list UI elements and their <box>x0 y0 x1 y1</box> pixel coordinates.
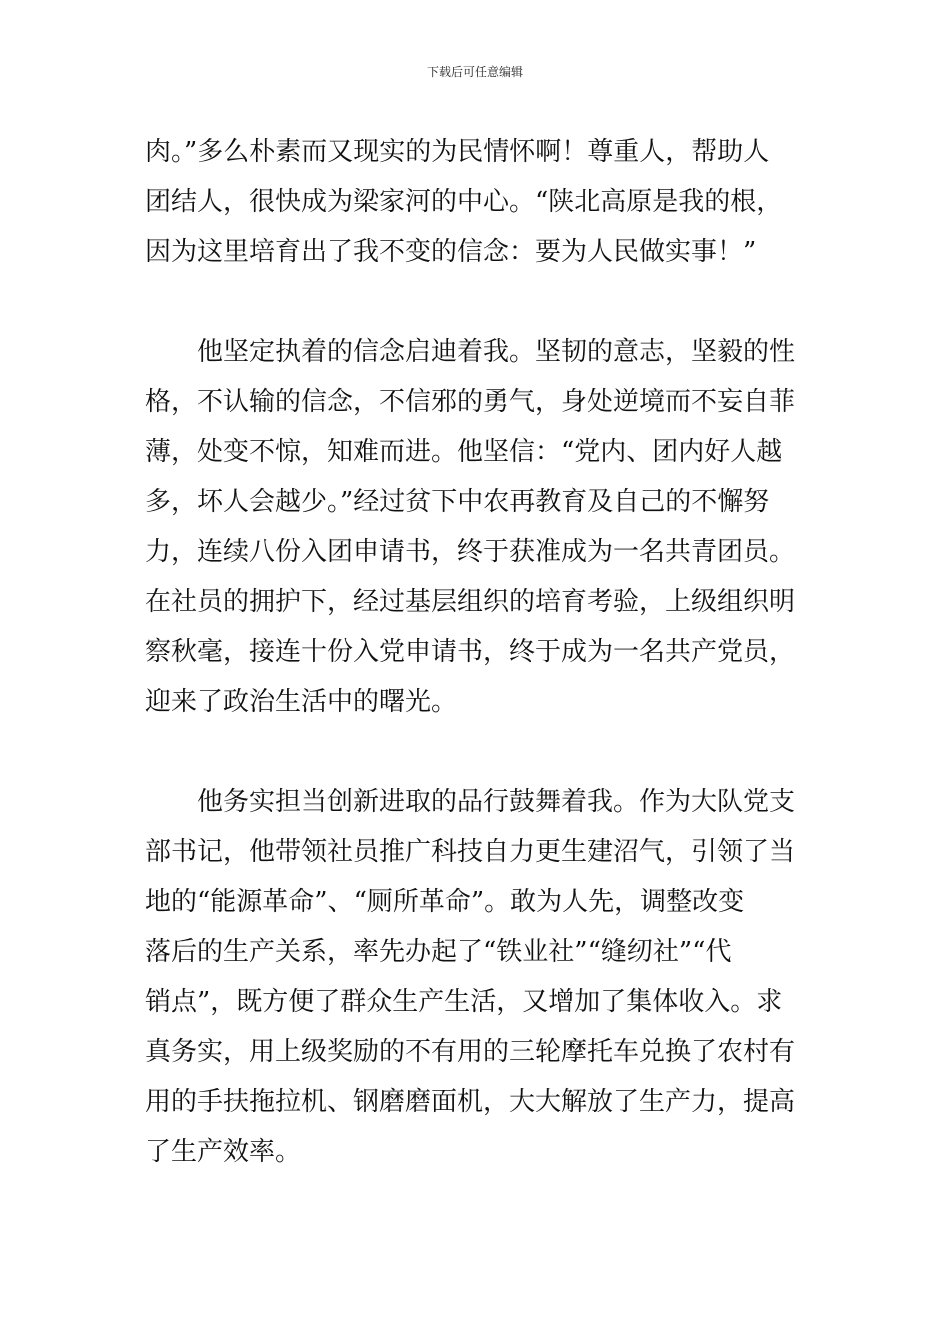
text-line: 部书记，他带领社员推广科技自力更生建沼气，引领了当 <box>145 837 796 867</box>
paragraph-1 <box>145 127 817 277</box>
paragraph-gap <box>145 727 817 777</box>
text-line: 地的“能源革命”、“厕所革命”。敢为人先，调整改变 <box>145 887 745 917</box>
text-line: 他坚定执着的信念启迪着我。坚韧的意志，坚毅的性 <box>197 337 796 367</box>
text-line: 察秋毫，接连十份入党申请书，终于成为一名共产党员， <box>145 637 796 667</box>
paragraph-2 <box>145 327 817 727</box>
text-line: 他务实担当创新进取的品行鼓舞着我。作为大队党支 <box>197 787 796 817</box>
text-line: 格，不认输的信念，不信邪的勇气，身处逆境而不妄自菲 <box>145 387 796 417</box>
text-line: 落后的生产关系，率先办起了“铁业社”“缝纫社”“代 <box>145 937 732 967</box>
paragraph-3 <box>145 777 817 1177</box>
text-line: 因为这里培育出了我不变的信念：要为人民做实事！” <box>145 237 757 267</box>
paragraph-gap <box>145 277 817 327</box>
text-line: 肉。”多么朴素而又现实的为民情怀啊！尊重人，帮助人 <box>145 137 770 167</box>
text-line: 真务实，用上级奖励的不有用的三轮摩托车兑换了农村有 <box>145 1037 796 1067</box>
document-body <box>145 127 817 1177</box>
text-line: 团结人，很快成为梁家河的中心。“陕北高原是我的根， <box>145 187 783 217</box>
text-line: 多，坏人会越少。”经过贫下中农再教育及自己的不懈努 <box>145 487 770 517</box>
text-line: 了生产效率。 <box>145 1137 302 1167</box>
text-line: 薄，处变不惊，知难而进。他坚信：“党内、团内好人越 <box>145 437 783 467</box>
text-line: 销点”，既方便了群众生产生活，又增加了集体收入。求 <box>145 987 783 1017</box>
text-line: 力，连续八份入团申请书，终于获准成为一名共青团员。 <box>145 537 796 567</box>
text-line: 迎来了政治生活中的曙光。 <box>145 687 458 717</box>
page-header: 下载后可任意编辑 <box>426 65 523 79</box>
text-line: 在社员的拥护下，经过基层组织的培育考验，上级组织明 <box>145 587 796 617</box>
text-line: 用的手扶拖拉机、钢磨磨面机，大大解放了生产力，提高 <box>145 1087 796 1117</box>
